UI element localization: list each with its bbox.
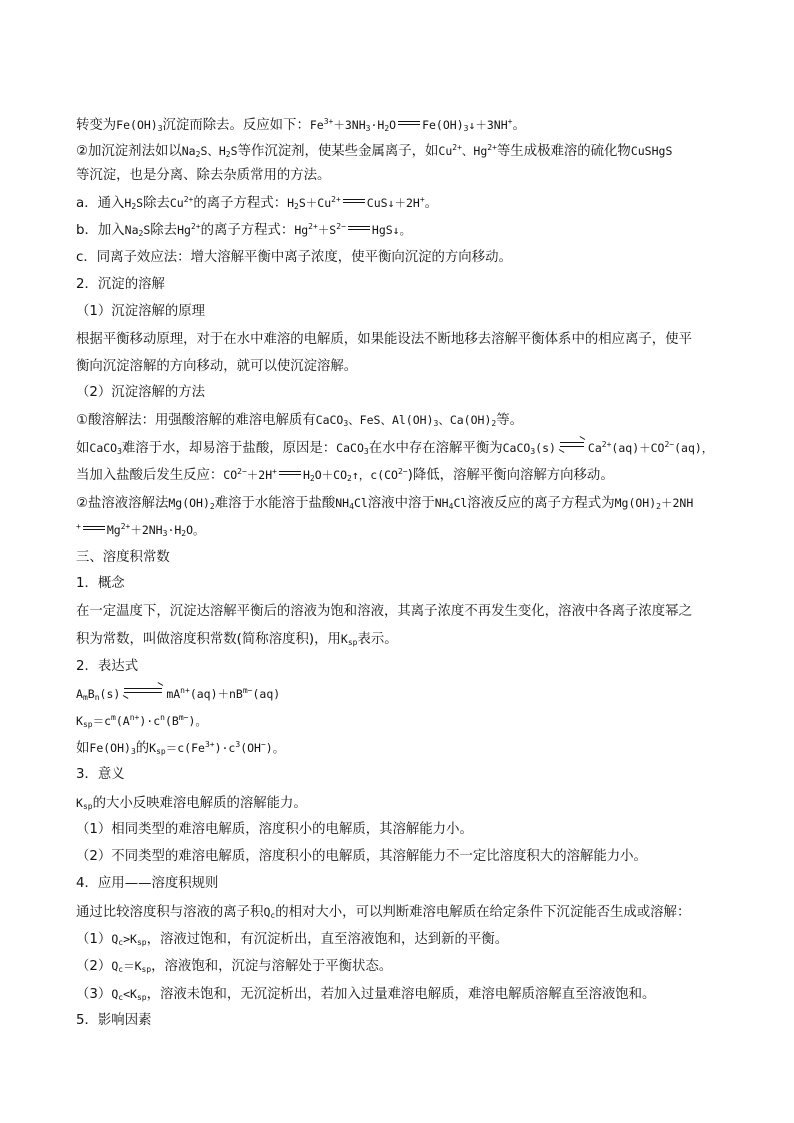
text-line: [76, 794, 756, 813]
subscript: sp: [82, 802, 93, 811]
text-line: [76, 194, 756, 213]
subscript: sp: [136, 993, 147, 1002]
superscript: n+: [180, 686, 190, 695]
formula: (aq)，: [674, 441, 714, 455]
superscript: +: [272, 467, 277, 476]
formula: CaCO: [89, 441, 118, 455]
formula: Cl: [453, 496, 468, 510]
superscript: 2−: [237, 467, 247, 476]
text: 的相对大小，可以判断难溶电解质在给定条件下沉淀能否生成或溶解：: [275, 905, 691, 920]
subscript: sp: [136, 938, 147, 947]
subscript: 3: [130, 747, 136, 756]
formula: ＝c: [92, 714, 112, 728]
text-line: [76, 439, 756, 458]
formula: K: [76, 714, 83, 728]
text: （2）: [76, 959, 112, 974]
superscript: n: [160, 713, 165, 722]
section-heading: [76, 875, 756, 893]
subscript: 2: [384, 124, 390, 133]
formula: Q: [263, 905, 271, 919]
formula: HgS: [651, 144, 673, 158]
subscript: sp: [82, 720, 93, 729]
formula: NH: [335, 496, 350, 510]
formula: )·c: [139, 714, 161, 728]
superscript: +: [76, 522, 81, 531]
subscript: 2: [195, 150, 201, 159]
formula: CaCO: [502, 441, 531, 455]
formula: (aq)＋CO: [611, 441, 665, 455]
text-line: [76, 521, 756, 540]
text: 转变为: [76, 118, 117, 133]
subscript: sp: [141, 965, 152, 974]
subscript: 2: [209, 502, 215, 511]
section-heading: [76, 1012, 756, 1030]
formula: ·H: [167, 523, 182, 537]
subscript: 2: [309, 474, 315, 483]
formula: (aq): [252, 687, 281, 701]
text: 沉淀而除去。反应如下：: [162, 118, 310, 133]
text-line: [76, 903, 756, 922]
formula: B: [87, 687, 95, 701]
formula: 、Hg: [461, 144, 488, 158]
formula: H: [124, 196, 132, 210]
formula: ＋2NH: [660, 496, 694, 510]
formula: K: [149, 741, 157, 755]
formula: K: [340, 632, 348, 646]
subscript: 2: [181, 529, 187, 538]
superscript: 2+: [487, 143, 497, 152]
text: 表示。: [357, 632, 398, 647]
text: 的离子方程式：: [193, 196, 288, 211]
subscript: 2: [347, 474, 352, 483]
subscript: 4: [349, 502, 354, 511]
text: 的: [135, 741, 150, 756]
subscript: 3: [343, 419, 349, 428]
subscript: 4: [448, 502, 454, 511]
text: ①酸溶解法：用强酸溶解的难溶电解质有: [76, 413, 316, 428]
superscript: 3: [235, 740, 241, 749]
text-line: [76, 411, 756, 430]
formula: ＋2H: [246, 468, 273, 482]
formula: Fe(OH): [116, 118, 158, 132]
superscript: 2+: [308, 222, 318, 231]
formula: ＋2NH: [130, 523, 163, 537]
text-line: [76, 603, 756, 621]
formula: Hg: [294, 223, 309, 237]
formula: H: [302, 468, 310, 482]
text: 2．沉淀的溶解: [76, 277, 165, 292]
superscript: +: [507, 117, 513, 126]
formula: NH: [434, 496, 449, 510]
formula: ·H: [370, 118, 385, 132]
superscript: 2+: [331, 195, 341, 204]
subscript: sp: [156, 747, 166, 756]
superscript: m−: [242, 686, 253, 695]
text: c．同离子效应法：增大溶解平衡中离子浓度，使平衡向沉淀的方向移动。: [76, 250, 512, 265]
section-heading: [76, 575, 756, 593]
formula: )。: [265, 741, 285, 755]
text: 衡向沉淀溶解的方向移动，就可以使沉淀溶解。: [76, 359, 358, 374]
text: 溶液中溶于: [367, 496, 435, 511]
subscript: c: [118, 965, 124, 974]
text-line: [76, 249, 756, 267]
formula: HgS↓。: [371, 223, 412, 237]
superscript: 2−: [664, 440, 675, 449]
text: 除去: [150, 223, 178, 238]
text: 在一定温度下，沉淀达溶解平衡后的溶液为饱和溶液，其离子浓度不再发生变化，溶液中各离子浓度幂之: [76, 604, 692, 619]
text: ，溶液过饱和，有沉淀析出，直至溶液饱和，达到新的平衡。: [146, 932, 509, 947]
subsection-heading: [76, 384, 756, 402]
subscript: 3: [117, 447, 122, 456]
superscript: 2+: [190, 222, 201, 231]
section-heading: [76, 276, 756, 294]
text-line: [76, 167, 756, 185]
formula: O。: [186, 523, 205, 537]
text: （1）相同类型的难溶电解质，溶度积小的电解质，其溶解能力小。: [76, 822, 473, 837]
text: （2）沉淀溶解的方法: [76, 385, 206, 400]
text: 2．表达式: [76, 659, 139, 674]
text: 的离子方程式：: [200, 223, 295, 238]
text: 等生成极难溶的硫化物: [496, 144, 631, 159]
formula: Fe(OH): [89, 741, 131, 755]
superscript: −: [260, 740, 266, 749]
text-line: [76, 142, 756, 161]
formula: Hg: [177, 223, 191, 237]
subscript: 2: [131, 202, 137, 211]
subscript: 2: [491, 419, 497, 428]
formula: Fe(OH): [422, 118, 464, 132]
formula: (aq)＋nB: [189, 687, 243, 701]
text: ，溶液未饱和，无沉淀析出，若加入过量难溶电解质，难溶电解质溶解直至溶液饱和。: [146, 987, 656, 1002]
subscript: c: [270, 911, 276, 920]
superscript: 3+: [323, 117, 334, 126]
formula: CaCO: [336, 441, 364, 455]
formula: Q: [111, 932, 119, 946]
formula: (A: [115, 714, 130, 728]
formula: (B: [164, 714, 179, 728]
superscript: 2+: [452, 143, 462, 152]
text: 通过比较溶度积与溶液的离子积: [76, 905, 264, 920]
text: 4．应用——溶度积规则: [76, 876, 219, 891]
text-line: [76, 630, 756, 649]
formula: CuS: [630, 144, 652, 158]
text: ②加沉淀剂法如以: [76, 144, 182, 159]
equal-sign-icon: [343, 199, 365, 203]
formula: ↑，c(CO: [351, 468, 398, 482]
formula: <K: [123, 987, 137, 1001]
text: b．加入: [76, 223, 125, 238]
formula: >K: [123, 932, 137, 946]
text-line: [76, 358, 756, 376]
text-line: [76, 494, 756, 513]
formula: Fe: [309, 118, 324, 132]
section-heading: [76, 658, 756, 676]
formula: )·c: [214, 741, 236, 755]
formula: mA: [166, 687, 181, 701]
equilibrium-arrow-icon: [124, 686, 162, 696]
superscript: 2−: [397, 467, 408, 476]
formula: ↓＋3NH: [468, 118, 508, 132]
subscript: 2: [294, 202, 299, 211]
superscript: +: [419, 195, 425, 204]
subscript: 3: [365, 124, 371, 133]
text-line: [76, 848, 756, 866]
superscript: n+: [129, 713, 140, 722]
formula: )。: [188, 714, 207, 728]
equal-sign-icon: [83, 526, 105, 530]
section-heading: [76, 549, 756, 567]
subsection-heading: [76, 303, 756, 321]
formula: Na: [181, 144, 196, 158]
text-line: [76, 957, 756, 976]
formula: 、Ca(OH): [438, 413, 492, 427]
text: 。: [512, 118, 526, 133]
subscript: 3: [530, 447, 536, 456]
formula: Cu: [438, 144, 453, 158]
text-line: [76, 221, 756, 240]
superscript: 3+: [204, 740, 215, 749]
formula: O: [389, 118, 397, 132]
text: 1．概念: [76, 576, 125, 591]
text-line: [76, 985, 756, 1004]
formula: S: [136, 196, 144, 210]
equal-sign-icon: [348, 226, 370, 230]
superscript: 2+: [120, 522, 131, 531]
formula: Mg: [106, 523, 121, 537]
subscript: 3: [162, 529, 168, 538]
text-line: [76, 116, 756, 135]
text: 等作沉淀剂，使某些金属离子，如: [237, 144, 439, 159]
text: 三、溶度积常数: [76, 550, 170, 565]
text: a．通入: [76, 196, 125, 211]
text: 如: [76, 741, 90, 756]
text: 除去: [143, 196, 170, 211]
text: 积为常数，叫做溶度积常数(简称溶度积)，用: [76, 632, 341, 647]
formula: Mg(OH): [168, 496, 210, 510]
text-line: [76, 930, 756, 949]
section-heading: [76, 766, 756, 784]
formula: ＋S: [317, 223, 337, 237]
formula: S＋Cu: [298, 196, 332, 210]
formula: Mg(OH): [614, 496, 657, 510]
formula: ＝c(Fe: [165, 741, 205, 755]
text-line: [76, 739, 756, 758]
text: 等。: [496, 413, 523, 428]
subscript: c: [118, 993, 124, 1002]
subscript: m: [82, 693, 88, 702]
superscript: m−: [178, 713, 189, 722]
text-line: [76, 712, 756, 731]
formula: (s): [535, 441, 556, 455]
text-line: [76, 685, 756, 704]
text: 等沉淀，也是分离、除去杂质常用的方法。: [76, 168, 331, 183]
text: 难溶于水能溶于盐酸: [214, 496, 336, 511]
formula: Na: [124, 223, 139, 237]
subscript: 3: [157, 124, 163, 133]
subscript: 2: [656, 502, 661, 511]
equal-sign-icon: [279, 471, 301, 475]
text: 3．意义: [76, 767, 125, 782]
formula: 、FeS、Al(OH): [348, 413, 434, 427]
superscript: 2+: [183, 195, 194, 204]
superscript: m: [111, 713, 116, 722]
formula: S: [143, 223, 151, 237]
superscript: 2−: [336, 222, 346, 231]
formula: O＋CO: [314, 468, 348, 482]
text: （3）: [76, 987, 112, 1002]
formula: (OH: [240, 741, 261, 755]
text: 在水中存在溶解平衡为: [368, 441, 503, 456]
formula: K: [76, 796, 83, 810]
formula: Ca: [587, 441, 602, 455]
subscript: sp: [347, 638, 358, 647]
text: （1）沉淀溶解的原理: [76, 304, 206, 319]
subscript: n: [94, 693, 100, 702]
formula: CaCO: [315, 413, 344, 427]
text-line: [76, 821, 756, 839]
subscript: c: [118, 938, 124, 947]
text: 溶液反应的离子方程式为: [467, 496, 615, 511]
formula: Cu: [169, 196, 184, 210]
text: 当加入盐酸后发生反应：: [76, 468, 224, 483]
equal-sign-icon: [398, 121, 420, 125]
text: 。: [424, 196, 439, 211]
text: 5．影响因素: [76, 1013, 152, 1028]
subscript: 3: [463, 124, 469, 133]
formula: Q: [111, 959, 119, 973]
text-line: [76, 331, 756, 349]
subscript: 2: [138, 229, 144, 238]
text: 难溶于水，却易溶于盐酸，原因是：: [121, 441, 337, 456]
formula: (s): [99, 687, 121, 701]
formula: ＋3NH: [333, 118, 366, 132]
text: 根据平衡移动原理，对于在水中难溶的电解质，如果能设法不断地移去溶解平衡体系中的相应离子，使平: [76, 332, 692, 347]
text: ，溶液饱和，沉淀与溶解处于平衡状态。: [151, 959, 393, 974]
formula: ＝K: [123, 959, 142, 973]
superscript: 2+: [601, 440, 612, 449]
subscript: 2: [225, 150, 231, 159]
text: ②盐溶液溶解法: [76, 496, 169, 511]
text: （2）不同类型的难溶电解质，溶度积小的电解质，其溶解能力不一定比溶度积大的溶解能力小。: [76, 849, 647, 864]
text: （1）: [76, 932, 112, 947]
subscript: 3: [363, 447, 369, 456]
subscript: 3: [433, 419, 439, 428]
formula: Q: [111, 987, 119, 1001]
formula: A: [76, 687, 83, 701]
text: )降低，溶解平衡向溶解方向移动。: [407, 468, 614, 483]
formula: Cl: [353, 496, 368, 510]
formula: H: [287, 196, 295, 210]
text: 的大小反映难溶电解质的溶解能力。: [92, 796, 307, 811]
equilibrium-arrow-icon: [560, 440, 584, 450]
text-line: [76, 466, 756, 485]
formula: CO: [223, 468, 238, 482]
formula: CuS↓＋2H: [366, 196, 420, 210]
text: 如: [76, 441, 90, 456]
formula: S、H: [200, 144, 226, 158]
formula: S: [230, 144, 238, 158]
